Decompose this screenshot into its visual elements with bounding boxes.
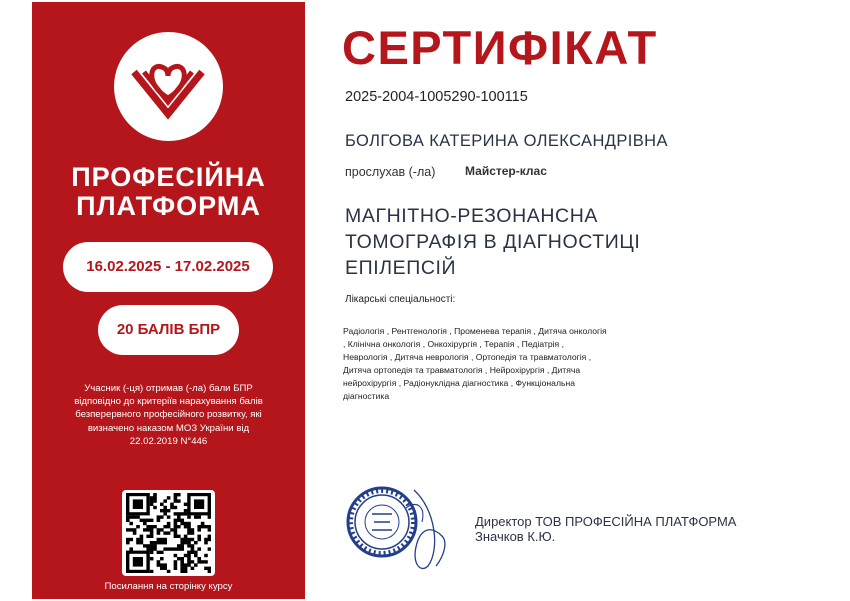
logo (114, 32, 223, 141)
director-signature-block: Директор ТОВ ПРОФЕСІЙНА ПЛАТФОРМА Значков К.Ю. (475, 514, 737, 544)
points-badge: 20 БАЛІВ БПР (98, 305, 239, 355)
specialties-label: Лікарські спеціальності: (345, 294, 456, 305)
qr-caption: Посилання на сторінку курсу (104, 581, 233, 592)
course-title: МАГНІТНО-РЕЗОНАНСНА ТОМОГРАФІЯ В ДІАГНОСТИЦІ ЕПІЛЕПСІЙ (345, 205, 641, 279)
course-dates: 16.02.2025 - 17.02.2025 (63, 242, 273, 292)
qr-code-icon (126, 493, 211, 573)
specialties-list: Радіологія , Рентгенологія , Променева терапія , Дитяча онкологія , Клінічна онкологія , Онкохірургія , Терапія , Педіатрія , Неврологія , Дитяча неврологія , Ортопедія та травматологія , Дитяча ортопедія та травматологія , Нейрохірургія , Дитяча нейрохірургія , Радіонуклідна діагностика , Функціональна діагностика (343, 326, 607, 402)
event-type: Майстер-клас (465, 164, 547, 178)
certificate-number: 2025-2004-1005290-100115 (345, 89, 528, 105)
heart-v-logo-icon (114, 32, 223, 141)
certificate-title: СЕРТИФІКАТ (342, 21, 658, 74)
recipient-name: БОЛГОВА КАТЕРИНА ОЛЕКСАНДРІВНА (345, 132, 668, 150)
platform-name: ПРОФЕСІЙНА ПЛАТФОРМА (71, 162, 266, 221)
sidebar-panel (32, 2, 305, 599)
official-stamp-icon (344, 470, 456, 574)
qr-code[interactable] (122, 490, 215, 576)
points-notice: Учасник (-ця) отримав (-ла) бали БПР відповідно до критеріїв нарахування балів безперервного професійного розвитку, які визначено наказом МОЗ України від 22.02.2019 N°446 (74, 383, 263, 447)
listened-label: прослухав (-ла) (345, 165, 436, 179)
